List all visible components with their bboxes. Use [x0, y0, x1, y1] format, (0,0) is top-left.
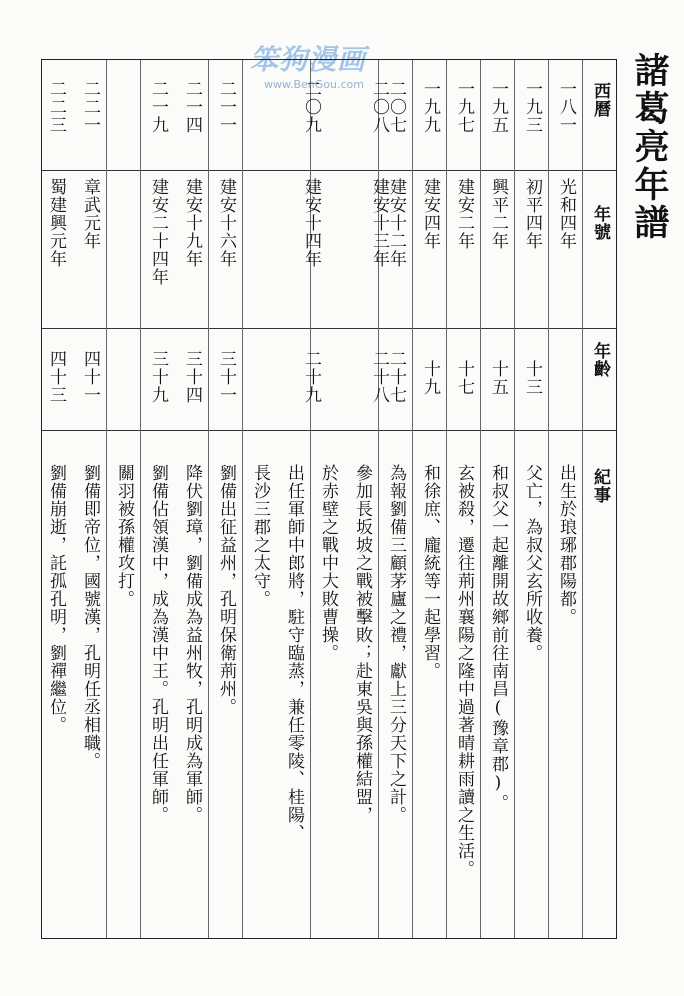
row-year: 一九三 — [522, 80, 542, 134]
row-age: 二十七 — [386, 350, 406, 404]
row-event-cont: 於赤壁之戰中大敗曹操。 — [318, 464, 338, 662]
row-year: 二一九 — [148, 80, 168, 134]
row-event: 降伏劉璋，劉備成為益州牧，孔明成為軍師。 — [182, 464, 202, 824]
row-age: 十五 — [488, 360, 508, 396]
header-event: 紀事 — [590, 468, 610, 504]
row-year: 二一一 — [216, 80, 236, 134]
row-era: 建安十三年 — [369, 178, 389, 268]
row-era: 建安二十四年 — [148, 178, 168, 286]
divider-age-event — [42, 430, 616, 431]
header-year: 西曆 — [590, 82, 610, 118]
row-event: 為報劉備三顧茅廬之禮，獻上三分天下之計。 — [386, 464, 406, 824]
row-year: 一八一 — [556, 80, 576, 134]
row-era: 建安十四年 — [301, 178, 321, 268]
row-era: 建安二年 — [454, 178, 474, 250]
row-age: 四十一 — [80, 350, 100, 404]
header-age: 年齡 — [590, 342, 610, 378]
row-age: 二十九 — [301, 350, 321, 404]
row-era: 建安十二年 — [386, 178, 406, 268]
row-event: 劉備佔領漢中，成為漢中王。孔明出任軍師。 — [148, 464, 168, 824]
row-age: 三十四 — [182, 350, 202, 404]
chronology-table — [41, 59, 617, 939]
divider-year-era — [42, 170, 616, 171]
row-era: 蜀建興元年 — [46, 178, 66, 268]
page-title: 諸葛亮年譜 — [629, 52, 670, 242]
row-event: 和徐庶、龐統等一起學習。 — [420, 464, 440, 680]
row-year: 二〇七 — [386, 80, 406, 134]
divider-era-age — [42, 328, 616, 329]
row-year: 一九五 — [488, 80, 508, 134]
header-era: 年號 — [590, 205, 610, 241]
row-age: 十九 — [420, 360, 440, 396]
row-event: 劉備崩逝，託孤孔明，劉禪繼位。 — [46, 464, 66, 734]
row-event: 參加長坂坡之戰被擊敗；赴東吳與孫權結盟， — [352, 464, 372, 824]
row-age: 三十九 — [148, 350, 168, 404]
row-era: 初平四年 — [522, 178, 542, 250]
row-age: 十三 — [522, 360, 542, 396]
row-event: 和叔父一起離開故鄉前往南昌(豫章郡)。 — [488, 464, 508, 812]
row-year: 一九九 — [420, 80, 440, 134]
row-event: 劉備出征益州，孔明保衛荊州。 — [216, 464, 236, 716]
row-year: 二〇八 — [369, 80, 389, 134]
watermark-logo: 笨狗漫画 — [250, 43, 367, 76]
row-event-cont: 長沙三郡之太守。 — [250, 464, 270, 608]
row-era: 興平二年 — [488, 178, 508, 250]
row-year: 一九七 — [454, 80, 474, 134]
row-event-pre: 關羽被孫權攻打。 — [114, 464, 134, 608]
row-event: 玄被殺，遷往荊州襄陽之隆中過著晴耕雨讀之生活。 — [454, 464, 474, 878]
row-era: 建安十六年 — [216, 178, 236, 268]
row-era: 建安十九年 — [182, 178, 202, 268]
row-year: 二一四 — [182, 80, 202, 134]
row-era: 建安四年 — [420, 178, 440, 250]
row-event: 出任軍師中郎將，駐守臨蒸，兼任零陵、桂陽、 — [284, 464, 304, 842]
row-year: 二二三 — [46, 80, 66, 134]
row-age: 三十一 — [216, 350, 236, 404]
row-age: 十七 — [454, 360, 474, 396]
row-age: 四十三 — [46, 350, 66, 404]
row-year: 二〇九 — [301, 80, 321, 134]
row-event: 出生於琅琊郡陽都。 — [556, 464, 576, 626]
watermark-url: www.BenGou.com — [264, 78, 364, 91]
row-year: 二二一 — [80, 80, 100, 134]
row-era: 章武元年 — [80, 178, 100, 250]
row-era: 光和四年 — [556, 178, 576, 250]
row-age: 二十八 — [369, 350, 389, 404]
row-event: 劉備即帝位，國號漢，孔明任丞相職。 — [80, 464, 100, 770]
row-event: 父亡，為叔父玄所收養。 — [522, 464, 542, 662]
